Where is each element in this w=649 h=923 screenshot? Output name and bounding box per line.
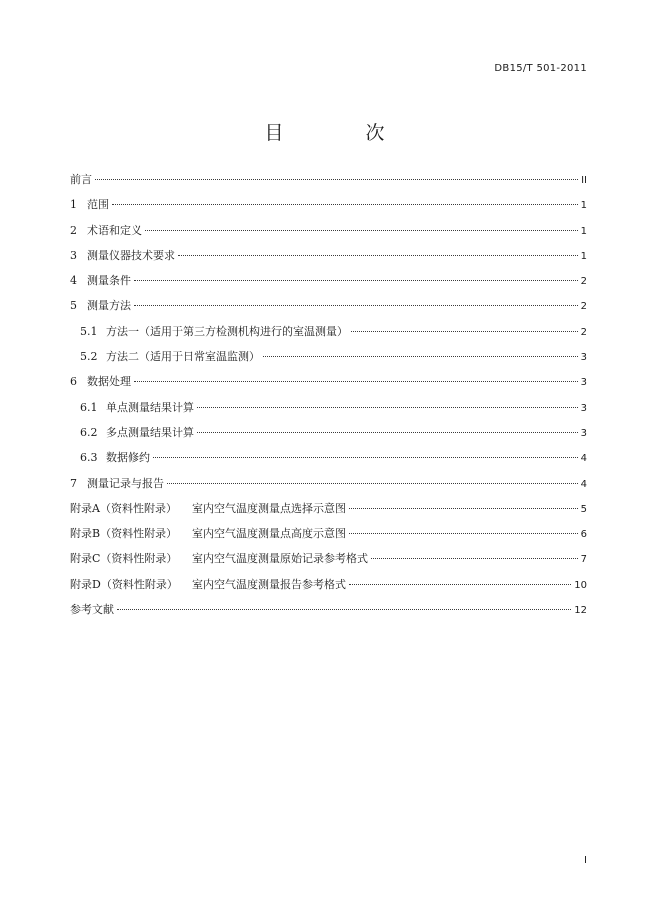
toc-entry-label bbox=[70, 247, 175, 263]
toc-entry-number: 7 bbox=[70, 476, 77, 490]
toc-entry-title: 参考文献 bbox=[70, 603, 114, 617]
toc-entry[interactable] bbox=[70, 449, 587, 474]
toc-entry-label bbox=[70, 373, 131, 389]
toc-entry[interactable] bbox=[70, 601, 587, 626]
dot-leader bbox=[349, 508, 578, 509]
dot-leader bbox=[178, 255, 578, 256]
toc-entry-title: 术语和定义 bbox=[87, 223, 142, 237]
toc-entry[interactable] bbox=[70, 399, 587, 424]
toc-entry-label bbox=[80, 449, 150, 465]
standard-code: DB15/T 501-2011 bbox=[494, 63, 587, 74]
toc-entry-number: 5.1 bbox=[80, 324, 98, 338]
toc-entry-number: 2 bbox=[70, 223, 77, 237]
toc-entry[interactable] bbox=[70, 475, 587, 500]
dot-leader bbox=[95, 179, 578, 180]
toc-entry[interactable] bbox=[70, 323, 587, 348]
toc-entry-number: 6.3 bbox=[80, 451, 98, 465]
toc-entry[interactable] bbox=[70, 171, 587, 196]
dot-leader bbox=[371, 558, 578, 559]
toc-entry-label bbox=[80, 424, 194, 440]
toc-page-number: 12 bbox=[574, 605, 587, 617]
toc-entry[interactable] bbox=[70, 348, 587, 373]
toc-page-number: 1 bbox=[580, 225, 587, 237]
toc-entry-number: 6.2 bbox=[80, 425, 98, 439]
dot-leader bbox=[197, 407, 578, 408]
toc-page-number: 5 bbox=[580, 503, 587, 515]
toc-entry-title: 测量条件 bbox=[87, 274, 131, 288]
toc-entry-label bbox=[70, 196, 109, 212]
toc-entry[interactable] bbox=[70, 222, 587, 247]
table-of-contents bbox=[70, 171, 587, 626]
toc-entry-title: 数据修约 bbox=[106, 451, 150, 465]
toc-page-number: 7 bbox=[580, 554, 587, 566]
dot-leader bbox=[167, 483, 578, 484]
toc-entry-label bbox=[70, 601, 114, 617]
dot-leader bbox=[117, 609, 571, 610]
dot-leader bbox=[349, 584, 571, 585]
page-title: 目 次 bbox=[264, 122, 423, 144]
toc-entry-label bbox=[80, 399, 194, 415]
toc-page-number: 3 bbox=[580, 402, 587, 414]
toc-entry[interactable] bbox=[70, 500, 587, 525]
toc-page-number: 4 bbox=[580, 478, 587, 490]
dot-leader bbox=[263, 356, 578, 357]
toc-page-number: 2 bbox=[580, 326, 587, 338]
toc-entry-title: 室内空气温度测量点高度示意图 bbox=[192, 527, 346, 541]
dot-leader bbox=[112, 204, 578, 205]
toc-entry-label bbox=[70, 576, 346, 592]
toc-page-number: 3 bbox=[580, 377, 587, 389]
toc-entry-label bbox=[80, 348, 260, 364]
toc-entry-title: 方法二（适用于日常室温监测） bbox=[106, 350, 260, 364]
toc-entry-number: 5 bbox=[70, 299, 77, 313]
toc-entry-label bbox=[70, 525, 346, 541]
toc-entry[interactable] bbox=[70, 525, 587, 550]
toc-entry-number: 1 bbox=[70, 198, 77, 212]
toc-entry-title: 方法一（适用于第三方检测机构进行的室温测量） bbox=[106, 324, 348, 338]
toc-page-number: 3 bbox=[580, 352, 587, 364]
toc-entry-title: 前言 bbox=[70, 173, 92, 186]
toc-entry-number: 6.1 bbox=[80, 400, 98, 414]
toc-entry-number: 5.2 bbox=[80, 350, 98, 364]
toc-entry[interactable] bbox=[70, 272, 587, 297]
dot-leader bbox=[134, 280, 578, 281]
toc-entry-label bbox=[70, 222, 142, 238]
toc-entry-title: 多点测量结果计算 bbox=[106, 425, 194, 439]
toc-entry-label bbox=[70, 500, 346, 516]
toc-entry-title: 数据处理 bbox=[87, 375, 131, 389]
toc-entry-title: 测量记录与报告 bbox=[87, 476, 164, 490]
toc-entry-number: 4 bbox=[70, 274, 77, 288]
toc-annex-tag: 附录B（资料性附录） bbox=[70, 527, 178, 541]
dot-leader bbox=[134, 381, 578, 382]
toc-entry-label bbox=[70, 272, 131, 288]
dot-leader bbox=[145, 230, 578, 231]
toc-annex-tag: 附录A（资料性附录） bbox=[70, 501, 177, 515]
toc-page-number: 3 bbox=[580, 427, 587, 439]
toc-entry-title: 测量仪器技术要求 bbox=[87, 248, 175, 262]
toc-entry-number: 6 bbox=[70, 375, 77, 389]
toc-entry-label bbox=[70, 475, 164, 491]
toc-entry[interactable] bbox=[70, 297, 587, 322]
toc-entry-title: 室内空气温度测量原始记录参考格式 bbox=[192, 552, 368, 566]
toc-entry-title: 单点测量结果计算 bbox=[106, 400, 194, 414]
toc-entry-title: 测量方法 bbox=[87, 299, 131, 313]
toc-entry-label bbox=[70, 550, 368, 566]
toc-page-number: 10 bbox=[574, 579, 587, 591]
toc-entry-title: 室内空气温度测量点选择示意图 bbox=[192, 501, 346, 515]
toc-entry-number: 3 bbox=[70, 248, 77, 262]
dot-leader bbox=[134, 305, 578, 306]
toc-page-number: 6 bbox=[580, 529, 587, 541]
toc-entry-title: 室内空气温度测量报告参考格式 bbox=[192, 577, 346, 591]
toc-page-number: II bbox=[581, 175, 587, 186]
toc-entry[interactable] bbox=[70, 247, 587, 272]
toc-entry[interactable] bbox=[70, 550, 587, 575]
dot-leader bbox=[351, 331, 578, 332]
toc-page-number: 2 bbox=[580, 276, 587, 288]
dot-leader bbox=[153, 457, 578, 458]
toc-entry[interactable] bbox=[70, 196, 587, 221]
toc-entry-label bbox=[70, 171, 92, 187]
toc-page-number: 1 bbox=[580, 200, 587, 212]
toc-entry-label bbox=[80, 323, 348, 339]
toc-annex-tag: 附录D（资料性附录） bbox=[70, 577, 178, 591]
footer-page-number: I bbox=[584, 855, 587, 866]
toc-page-number: 4 bbox=[580, 453, 587, 465]
toc-entry[interactable] bbox=[70, 424, 587, 449]
toc-annex-tag: 附录C（资料性附录） bbox=[70, 552, 178, 566]
dot-leader bbox=[197, 432, 578, 433]
toc-entry-label bbox=[70, 297, 131, 313]
toc-entry-title: 范围 bbox=[87, 198, 109, 212]
toc-page-number: 2 bbox=[580, 301, 587, 313]
toc-entry[interactable] bbox=[70, 373, 587, 398]
toc-entry[interactable] bbox=[70, 576, 587, 601]
toc-page-number: 1 bbox=[580, 250, 587, 262]
dot-leader bbox=[349, 533, 578, 534]
